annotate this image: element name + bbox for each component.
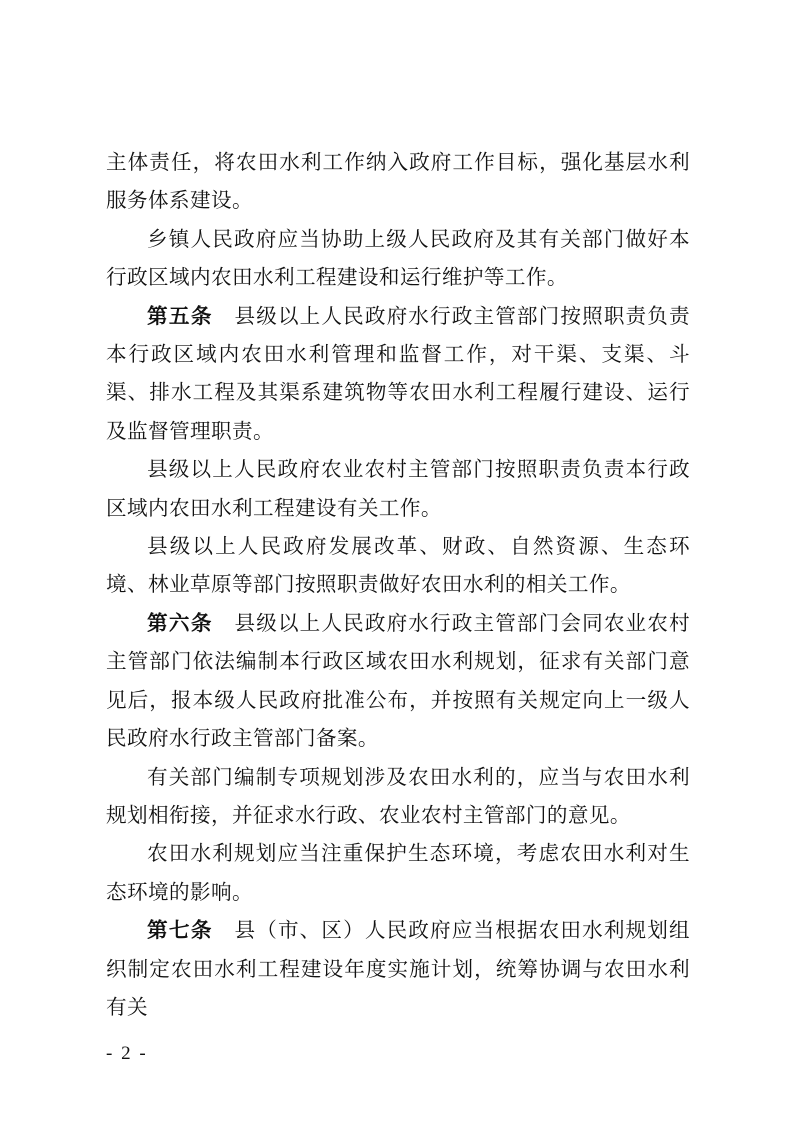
paragraph-text: 县（市、区）人民政府应当根据农田水利规划组织制定农田水利工程建设年度实施计划，统筹协调与农田水利有关 <box>106 918 690 1019</box>
article-5 <box>106 297 690 451</box>
paragraph-2 <box>106 220 690 297</box>
document-body <box>106 143 690 1026</box>
paragraph-7 <box>106 758 690 835</box>
paragraph-text: 县级以上人民政府水行政主管部门按照职责负责本行政区域内农田水利管理和监督工作，对干渠、支渠、斗渠、排水工程及其渠系建筑物等农田水利工程履行建设、运行及监督管理职责。 <box>106 303 690 443</box>
paragraph-8 <box>106 834 690 911</box>
paragraph-text: 县级以上人民政府发展改革、财政、自然资源、生态环境、林业草原等部门按照职责做好农田水利的相关工作。 <box>106 534 690 597</box>
paragraph-4 <box>106 450 690 527</box>
paragraph-text: 有关部门编制专项规划涉及农田水利的，应当与农田水利规划相衔接，并征求水行政、农业农村主管部门的意见。 <box>106 764 690 827</box>
paragraph-text: 县级以上人民政府水行政主管部门会同农业农村主管部门依法编制本行政区域农田水利规划，征求有关部门意见后，报本级人民政府批准公布，并按照有关规定向上一级人民政府水行政主管部门备案。 <box>106 610 690 751</box>
article-7 <box>106 911 690 1026</box>
article-heading: 第五条 <box>147 303 213 328</box>
paragraph-5 <box>106 527 690 604</box>
paragraph-text: 乡镇人民政府应当协助上级人民政府及其有关部门做好本行政区域内农田水利工程建设和运行维护等工作。 <box>106 226 690 290</box>
article-heading: 第六条 <box>147 610 213 635</box>
article-heading: 第七条 <box>147 918 213 943</box>
article-6 <box>106 604 690 758</box>
paragraph-text: 县级以上人民政府农业农村主管部门按照职责负责本行政区域内农田水利工程建设有关工作。 <box>106 457 690 520</box>
paragraph-text: 主体责任，将农田水利工作纳入政府工作目标，强化基层水利服务体系建设。 <box>106 150 690 213</box>
page-number: - 2 - <box>106 1043 148 1064</box>
paragraph-1 <box>106 143 690 220</box>
paragraph-text: 农田水利规划应当注重保护生态环境，考虑农田水利对生态环境的影响。 <box>106 841 690 904</box>
